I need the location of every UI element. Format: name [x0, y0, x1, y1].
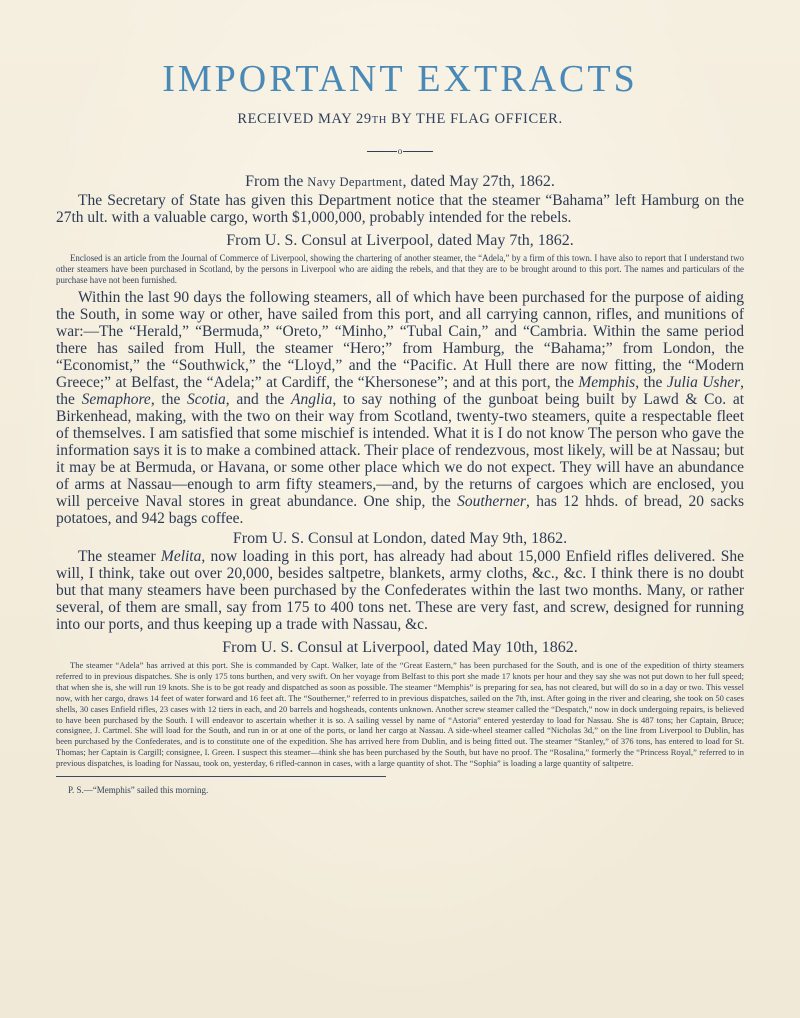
ship-name-melita: Melita	[160, 548, 202, 565]
subtitle-ordinal: TH	[371, 115, 387, 126]
divider-mark: o	[397, 145, 403, 156]
joiner: , the	[150, 391, 188, 408]
ship-name-julia-usher: Julia Usher	[666, 374, 741, 391]
page-title: IMPORTANT EXTRACTS	[162, 58, 638, 100]
subtitle-part-b: BY THE FLAG OFFICER.	[386, 111, 563, 127]
joiner: , the	[56, 374, 744, 408]
paragraph-text-a: Within the last 90 days the following steamers, all of which have been purchased for the purpose of aiding the South, in some way or other, have sailed from this port, and all carrying cannon, rifles, and munitions of war:—The “Herald,” “Bermuda,” “Oreto,” “Minho,” “Tubal Cain,” and “Cambria. Within the same period there has sailed from Hull, the steamer “Hero;” from Hamburg, the “Bahama;” from London, the “Economist,” the “Southwick,” the “Lloyd,” and the “Pacific. At Hull there are now fitting, the “Modern Greece;” at Belfast, the “Adela;” at Cardiff, the “Khersonese”; and at this port, the	[56, 289, 744, 391]
paragraph-text-c: , has 12 hhds. of bread, 20 sacks potatoes, and 942 bags coffee.	[56, 493, 744, 527]
section-note-liverpool-may7: Enclosed is an article from the Journal of Commerce of Liverpool, showing the chartering of another steamer, the “Adela,” by a firm of this town. I have also to report that I understand two other steamers have been purchased in Scotland, by the persons in Liverpool who are aiding the rebels, and that they are to be brought around to this port. The names and particulars of the purchase have not been furnished.	[56, 253, 744, 285]
ship-name-anglia: Anglia	[291, 391, 333, 408]
section-heading-liverpool-may7: From U. S. Consul at Liverpool, dated May 7th, 1862.	[226, 232, 574, 249]
heading-suffix: , dated May 27th, 1862.	[402, 173, 555, 190]
postscript: P. S.—“Memphis” sailed this morning.	[68, 785, 209, 796]
section-paragraph-liverpool-may10: The steamer “Adela” has arrived at this port. She is commanded by Capt. Walker, late of the “Great Eastern,” has been purchased for the South, and is one of the expedition of thirty steamers referred to in previous dispatches. She is only 175 tons burthen, and very swift. On her voyage from Belfast to this port she made 17 knots per hour and they say she was not put down to her full speed; that when she is, she will run 19 knots. She is to be got ready and dispatched as soon as possible. The steamer “Memphis” is preparing for sea, has not cleared, but will do so in a day or two. This vessel now, with her cargo, draws 14 feet of water forward and 16 feet aft. The “Southerner,” referred to in previous dispatches, sailed on the 7th, inst. After going in the river and clearing, she took on 50 cases shells, 30 cases Enfield rifles, 23 cases with 12 tiers in each, and 20 barrels and hogsheads, contents unknown. Another screw steamer called the “Despatch,” now in dock undergoing repairs, is believed to have been purchased by the South. I will endeavor to ascertain whether it is so. A sailing vessel by name of “Astoria” entered yesterday to load for Nassau. She is 487 tons; her Captain, Bruce; consignee, J. Cartmel. She will load for the South, and run in or at one of the ports, or land her cargo at Nassau. A side-wheel steamer called “Nicholas 3d,” on the line from Liverpool to Dublin, has been purchased by the Confederates, and is to constitute one of the expedition. She has arrived here from Dublin, and is being fitted out. The steamer “Stanley,” of 376 tons, has entered to load for St. Thomas; her Captain is Cargill; consignee, I. Green. I suspect this steamer—think she has been purchased by the South, but have no proof. The “Rosalina,” formerly the “Princess Royal,” referred to in previous dispatches, is loading for Nassau, took on, yesterday, 6 rifled-cannon in cases, with a large quantity of shot. The “Sophia” is loading a large quantity of saltpetre.	[56, 660, 744, 769]
section-paragraph-navy: The Secretary of State has given this Department notice that the steamer “Bahama” left Hamburg on the 27th ult. with a valuable cargo, worth $1,000,000, probably intended for the rebels.	[56, 192, 744, 226]
paragraph-text-a: The steamer	[78, 548, 161, 565]
divider-rule-left	[367, 151, 397, 152]
closing-rule	[56, 776, 386, 777]
joiner: , the	[635, 374, 667, 391]
ship-name-semaphore: Semaphore	[81, 391, 151, 408]
heading-smallcaps: Navy Department	[307, 175, 403, 189]
section-heading-liverpool-may10: From U. S. Consul at Liverpool, dated May 10th, 1862.	[222, 639, 578, 656]
section-paragraph-liverpool-may7	[56, 289, 744, 527]
ship-name-southerner: Southerner	[457, 493, 526, 510]
section-heading-navy	[56, 172, 744, 192]
section-heading-london: From U. S. Consul at London, dated May 9th, 1862.	[232, 530, 568, 547]
divider-rule-right	[403, 151, 433, 152]
heading-prefix: From the	[245, 173, 308, 190]
joiner: , and the	[225, 391, 292, 408]
ship-name-memphis: Memphis	[578, 374, 636, 391]
page-subtitle	[56, 110, 744, 130]
paragraph-text-b: , to say nothing of the gunboat being built by Lawd & Co. at Birkenhead, making, with the two on their way from Scotland, twenty-two steamers, quite a respectable fleet of themselves. I am satisfied that some mischief is intended. What it is I do not know The person who gave the information says it is to make a combined attack. Their place of rendezvous, most likely, will be at Nassau; but it may be at Bermuda, or Havana, or some other place which we do not expect. They will have an abundance of arms at Nassau—enough to arm fifty steamers,—and, by the returns of cargoes which are enclosed, you will perceive Naval stores in great abundance. One ship, the	[56, 391, 745, 510]
ornamental-divider	[56, 146, 744, 156]
ship-name-scotia: Scotia	[187, 391, 226, 408]
section-paragraph-london	[56, 548, 744, 633]
subtitle-part-a: RECEIVED MAY 29	[237, 111, 372, 127]
paragraph-text-b: , now loading in this port, has already had about 15,000 Enfield rifles delivered. She will, I think, take out over 20,000, besides saltpetre, blankets, army cloths, &c., &c. I think there is no doubt but that many steamers have been purchased by the Confederates within the last two months. Many, or rather several, of them are small, say from 175 to 400 tons net. These are very fast, and screw, designed for running into our ports, and thus keeping up a trade with Nassau, &c.	[56, 548, 744, 633]
